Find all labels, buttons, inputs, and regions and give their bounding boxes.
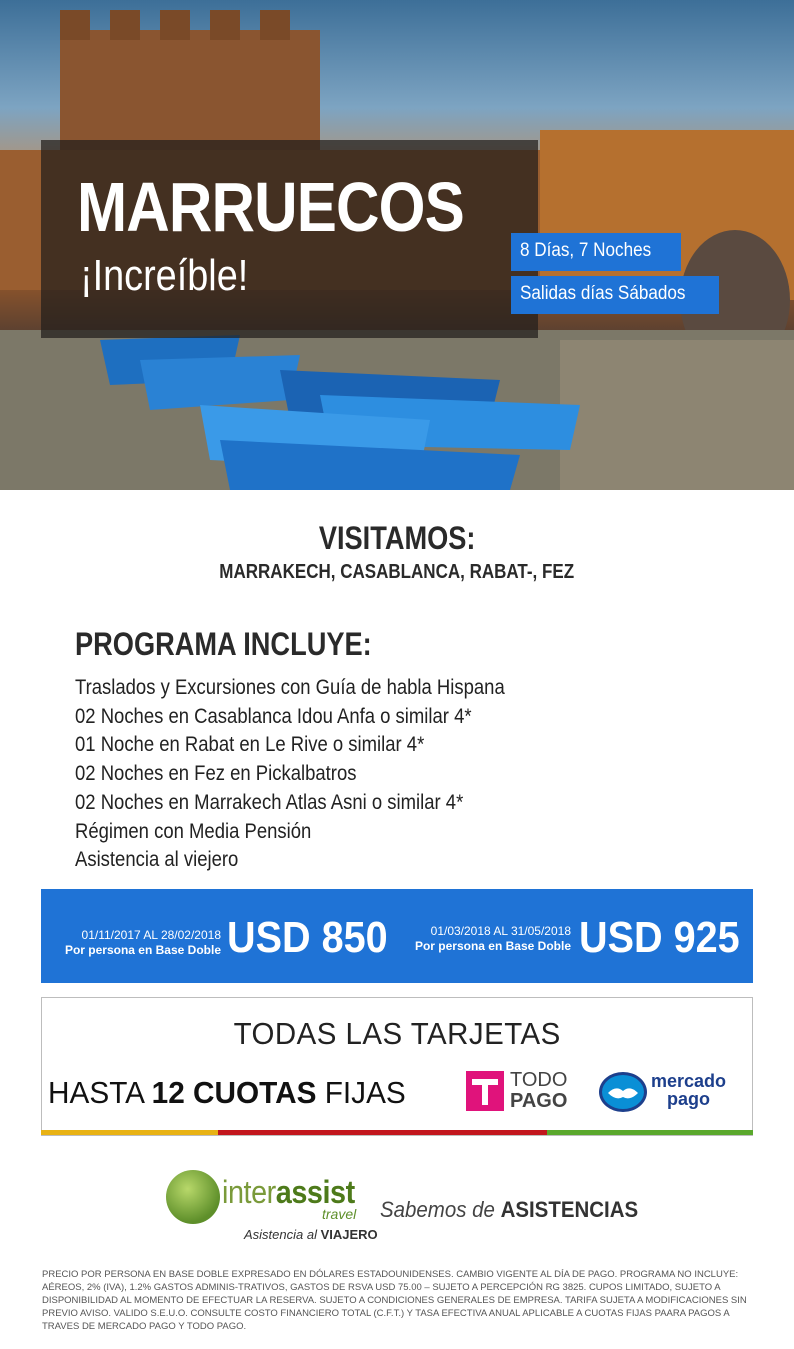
list-item: Asistencia al viejero [75,848,239,872]
destination-subtitle: ¡Increíble! [80,251,249,300]
list-item: 01 Noche en Rabat en Le Rive o similar 4* [75,733,425,757]
departures-badge: Salidas días Sábados [511,276,719,314]
price-amount-2: USD 925 [579,913,740,962]
payment-box [41,997,753,1136]
destination-title: MARRUECOS [77,168,464,246]
brand-slogan: Sabemos de ASISTENCIAS [380,1197,639,1222]
program-list [75,674,563,875]
stripe-yellow [41,1130,218,1135]
brand-logo: interassist [222,1174,355,1210]
stripe-red [218,1130,547,1135]
mercadopago-wordmark: mercado pago [651,1071,727,1109]
duration-badge: 8 Días, 7 Noches [511,233,681,271]
price-basis: Por persona en Base Doble [64,943,221,957]
visit-cities: MARRAKECH, CASABLANCA, RABAT-, FEZ [219,561,575,583]
brand-tagline: Asistencia al VIAJERO [244,1227,378,1242]
list-item: 02 Noches en Casablanca Idou Anfa o similar 4* [75,704,472,728]
price-band [41,889,753,983]
todopago-wordmark: TODO PAGO [510,1069,568,1112]
price-dates: 01/03/2018 AL 31/05/2018 [430,924,571,938]
payment-title: TODAS LAS TARJETAS [233,1016,561,1051]
price-basis: Por persona en Base Doble [414,939,571,953]
list-item: 02 Noches en Marrakech Atlas Asni o similar 4* [75,790,464,814]
list-item: Régimen con Media Pensión [75,819,312,843]
program-heading: PROGRAMA INCLUYE: [75,626,372,662]
brand-travel: travel [322,1206,357,1222]
legal-disclaimer: PRECIO POR PERSONA EN BASE DOBLE EXPRESADO EN DÓLARES ESTADOUNIDENSES. CAMBIO VIGENTE AL DÍA DE PAGO. PROGRAMA NO INCLUYE: AÉREOS, 2% (IVA), 1.2% GASTOS ADMINIS-TRATIVOS, GASTOS DE RSVA USD 75.00 – SUJETO A PERCEPCIÓN RG 3825. CUPOS LIMITADO, SUJETO A DISPONIBILIDAD AL MOMENTO DE EFECTUAR LA RESERVA. SUJETO A CONDICIONES GENERALES DE EMPRESA. TARIFA SUJETA A MODIFICACIONES SIN PREVIO AVISO. VALIDO S.E.U.O. CONSULTE COSTO FINANCIERO TOTAL (C.F.T.) Y TASA EFECTIVA ANUAL APLICABLE A CUOTAS FIJAS PAARA PAGOS A TRAVES DE MERCADO PAGO Y TODO PAGO. [42,1269,747,1332]
visit-heading: VISITAMOS: [318,520,476,556]
list-item: 02 Noches en Fez en Pickalbatros [75,762,357,786]
price-period-1 [51,928,221,958]
list-item: Traslados y Excursiones con Guía de habla Hispana [75,676,505,699]
todopago-logo-icon [466,1071,504,1111]
price-period-2 [401,924,571,954]
globe-icon [166,1170,220,1224]
price-dates: 01/11/2017 AL 28/02/2018 [81,928,221,942]
price-amount-1: USD 850 [227,913,388,962]
installments-text: HASTA 12 CUOTAS FIJAS [48,1075,406,1110]
stripe-green [547,1130,753,1135]
mercadopago-handshake-icon [599,1072,647,1112]
